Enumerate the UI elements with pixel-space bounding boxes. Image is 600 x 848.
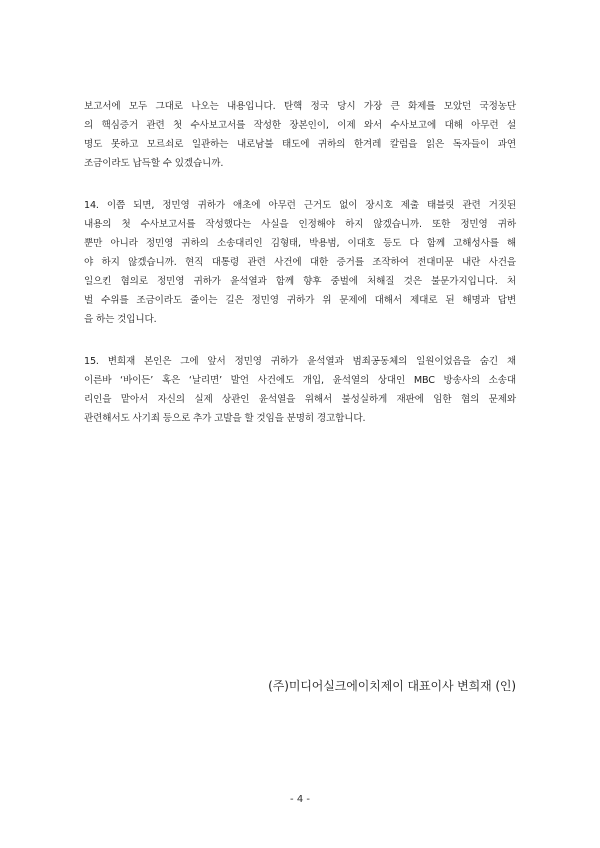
text-line: 명도 못하고 모르쇠로 일관하는 내로남불 태도에 귀하의 한겨레 칼럼을 읽은 독자들이 과연 — [84, 139, 516, 150]
text-line: 의 핵심증거 관련 첫 수사보고서를 작성한 장본인이, 이제 와서 수사보고에 대해 아무런 설 — [84, 120, 516, 131]
signature-line: (주)미디어실크에이치제이 대표이사 변희재 (인) — [268, 679, 516, 693]
paragraph-14 — [84, 196, 516, 329]
text-line: 보고서에 모두 그대로 나오는 내용입니다. 탄핵 정국 당시 가장 큰 화제를 모았던 국정농단 — [84, 101, 516, 112]
text-line: 내용의 첫 수사보고서를 작성했다는 사실을 인정해야 하지 않겠습니까. 또한 정민영 귀하 — [84, 219, 516, 230]
text-line: 을 하는 것입니다. — [84, 314, 157, 325]
text-line: 이른바 ‘바이든’ 혹은 ‘날리면’ 발언 사건에도 개입, 윤석열의 상대인 MBC 방송사의 소송대 — [84, 375, 516, 386]
text-line: 야 하지 않겠습니까. 현직 대통령 관련 사건에 대한 증거를 조작하여 전대미문 내란 사건을 — [84, 257, 516, 268]
text-line: 조금이라도 납득할 수 있겠습니까. — [84, 158, 224, 169]
text-line: 벌 수위를 조금이라도 줄이는 길은 정민영 귀하가 위 문제에 대해서 제대로 된 해명과 답변 — [84, 295, 516, 306]
text-line: 관련해서도 사기죄 등으로 추가 고발을 할 것임을 분명히 경고합니다. — [84, 413, 366, 424]
paragraph-15 — [84, 352, 516, 428]
text-line: 14. 이쯤 되면, 정민영 귀하가 애초에 아무런 근거도 없이 장시호 제출 태블릿 관련 거짓된 — [84, 200, 516, 211]
text-line: 15. 변희재 본인은 그에 앞서 정민영 귀하가 윤석열과 범죄공동체의 일원이었음을 숨긴 채 — [84, 356, 516, 367]
text-line: 뿐만 아니라 정민영 귀하의 소송대리인 김형태, 박용범, 이대호 등도 다 함께 고해성사를 해 — [84, 238, 516, 249]
document-body — [84, 97, 516, 451]
paragraph-intro — [84, 97, 516, 173]
text-line: 리인을 맡아서 자신의 실제 상관인 윤석열을 위해서 불성실하게 재판에 임한 혐의 문제와 — [84, 394, 516, 405]
page-number: - 4 - — [290, 794, 310, 805]
text-line: 일으킨 혐의로 정민영 귀하가 윤석열과 함께 향후 중벌에 처해질 것은 불문가지입니다. 처 — [84, 276, 516, 287]
